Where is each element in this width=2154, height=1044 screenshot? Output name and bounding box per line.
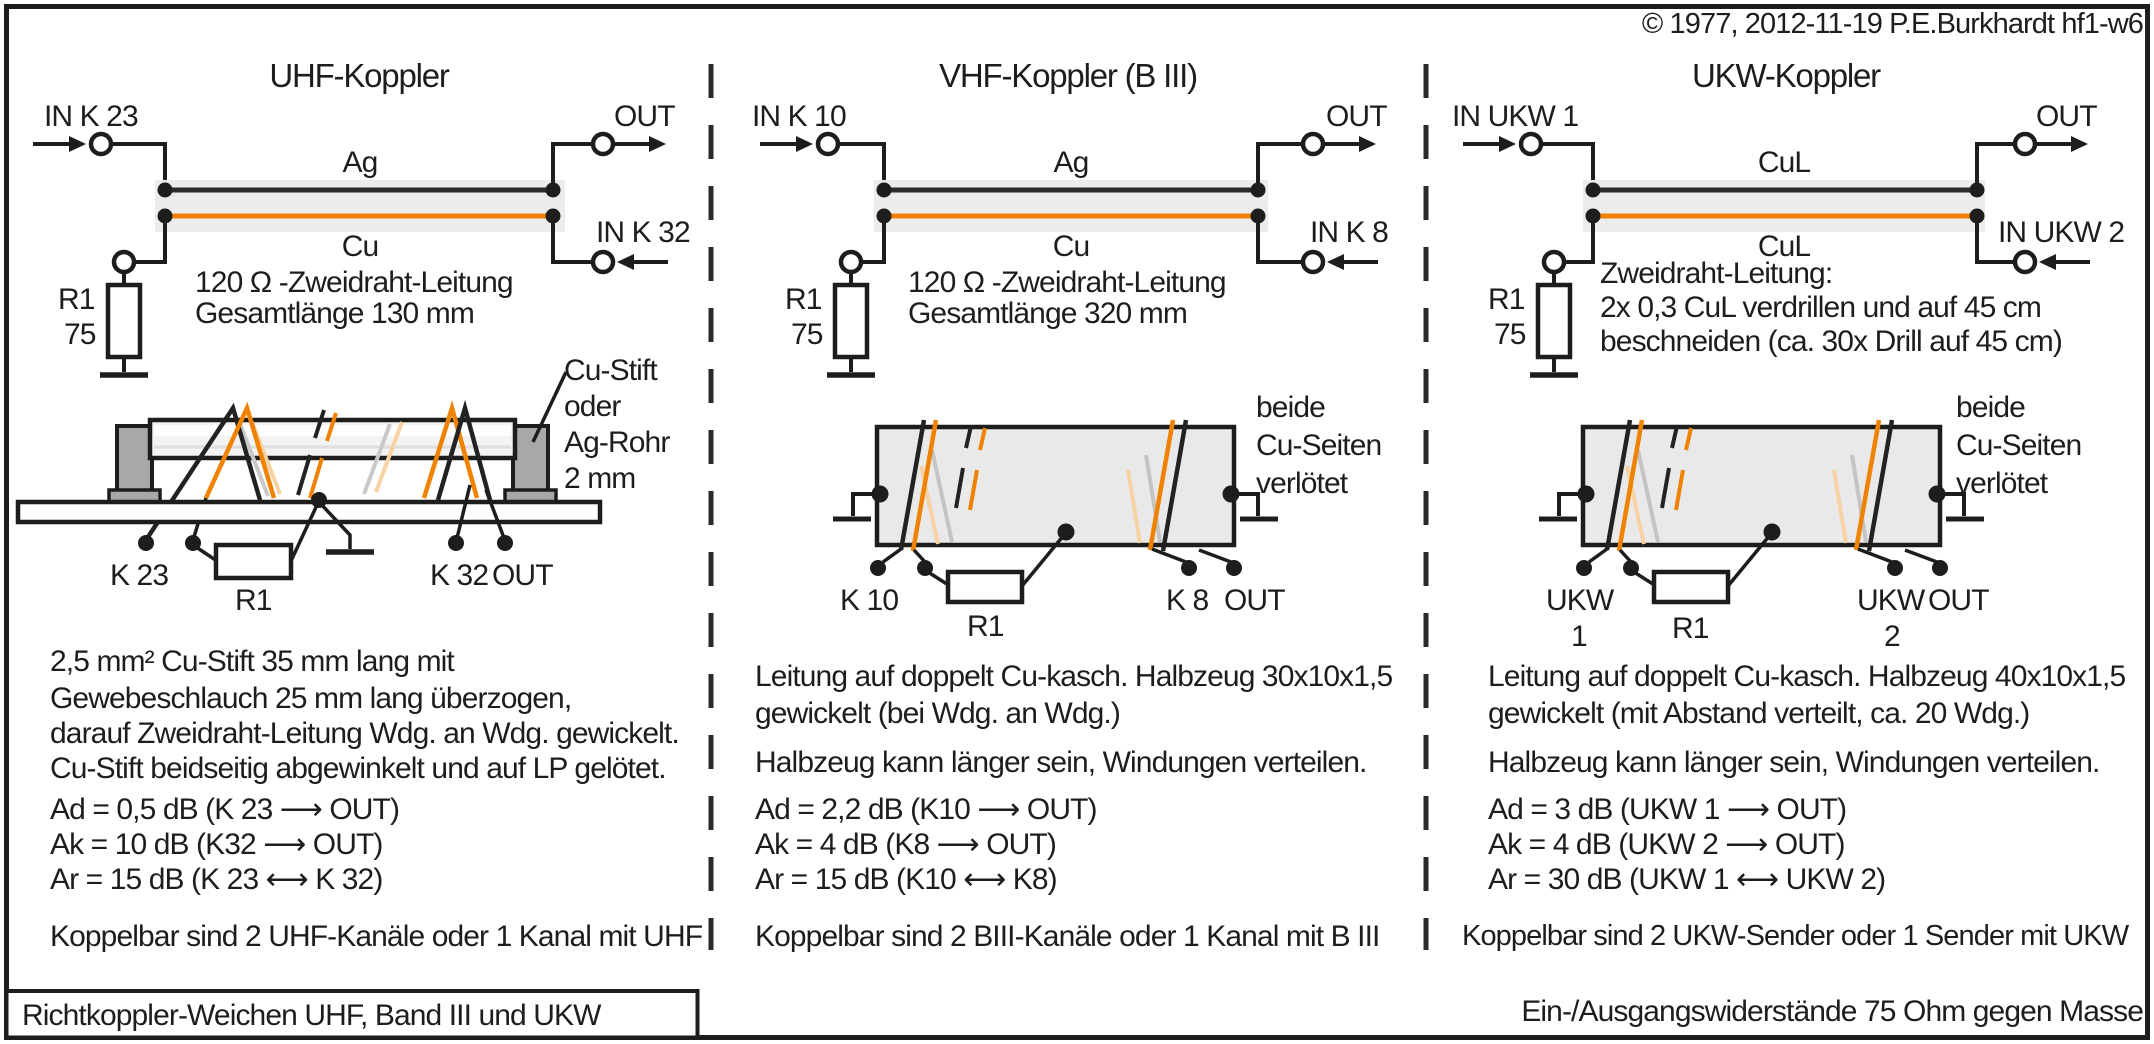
ukw-bottom-conductor-label: CuL [1757, 230, 1811, 263]
in2-arrow-head [617, 254, 634, 270]
terminal-in-top [91, 134, 111, 154]
vhf-in-top-label: IN K 10 [752, 100, 846, 133]
terminal-out [593, 134, 613, 154]
uhf-koppelbar-note: Koppelbar sind 2 UHF-Kanäle oder 1 Kanal mit UHF [50, 920, 703, 953]
ukw-description-line: Leitung auf doppelt Cu-kasch. Halbzeug 40x10x1,5 [1488, 660, 2126, 693]
vhf-attenuation-ad: Ad = 2,2 dB (K10 ⟶ OUT) [755, 793, 1097, 826]
uhf-r1-value: 75 [64, 318, 96, 351]
resistor-r1 [216, 545, 291, 578]
wire [883, 549, 901, 562]
wire [1589, 549, 1607, 562]
resistor-r1 [108, 285, 140, 357]
ukw-terminal-right-number: 2 [1884, 620, 1900, 653]
terminal-r1 [1544, 252, 1564, 272]
uhf-callout-line-2: oder [564, 390, 621, 423]
out-arrow-head [2071, 136, 2088, 152]
footer-right-note: Ein-/Ausgangswiderstände 75 Ohm gegen Masse [1521, 995, 2143, 1028]
in-arrow-head [796, 136, 813, 152]
ukw-title: UKW-Koppler [1692, 57, 1880, 94]
vhf-callout-line-2: Cu-Seiten [1256, 429, 1382, 462]
ukw-attenuation-ad: Ad = 3 dB (UKW 1 ⟶ OUT) [1488, 793, 1847, 826]
out-arrow-head [649, 136, 666, 152]
uhf-description-line: Cu-Stift beidseitig abgewinkelt und auf LP gelötet. [50, 752, 666, 785]
terminal-out [2015, 134, 2035, 154]
uhf-top-conductor-label: Ag [342, 146, 378, 179]
uhf-callout-line-1: Cu-Stift [564, 354, 657, 387]
resistor-r1 [1654, 572, 1728, 602]
uhf-description-line: Gewebeschlauch 25 mm lang überzogen, [50, 682, 572, 715]
ukw-callout-line-3: verlötet [1956, 467, 2048, 500]
ukw-description-line: gewickelt (mit Abstand verteilt, ca. 20 Wdg.) [1488, 697, 2030, 730]
uhf-construction-drawing [18, 372, 600, 578]
terminal-dot [1181, 560, 1197, 576]
vhf-callout-line-1: beide [1256, 391, 1325, 424]
uhf-bottom-conductor-label: Cu [341, 230, 379, 263]
terminal-in-bottom [2015, 252, 2035, 272]
vhf-r1-value: 75 [791, 318, 823, 351]
uhf-out-label: OUT [614, 100, 675, 133]
uhf-attenuation-ak: Ak = 10 dB (K32 ⟶ OUT) [50, 828, 383, 861]
junction-dot [1586, 183, 1601, 198]
in-arrow-head [1499, 136, 1516, 152]
vhf-attenuation-ak: Ak = 4 dB (K8 ⟶ OUT) [755, 828, 1056, 861]
terminal-in-top [818, 134, 838, 154]
terminal-dot [138, 535, 154, 551]
vhf-line-note-2: Gesamtlänge 320 mm [908, 297, 1187, 330]
terminal-dot [1887, 560, 1903, 576]
wire [1905, 550, 1937, 562]
vhf-callout-line-3: verlötet [1256, 467, 1348, 500]
uhf-attenuation-ad: Ad = 0,5 dB (K 23 ⟶ OUT) [50, 793, 400, 826]
vhf-construction-drawing [833, 420, 1278, 602]
ukw-in-bottom-label: IN UKW 2 [1998, 216, 2125, 249]
uhf-line-note-2: Gesamtlänge 130 mm [195, 297, 474, 330]
vhf-terminal-left-label: K 10 [840, 584, 899, 617]
ukw-koppelbar-note: Koppelbar sind 2 UKW-Sender oder 1 Sender mit UKW [1462, 920, 2129, 952]
resistor-r1 [1538, 285, 1570, 357]
ukw-out-label: OUT [2036, 100, 2097, 133]
ukw-r1-label: R1 [1488, 283, 1525, 316]
uhf-terminal-r1-label: R1 [235, 584, 272, 617]
vhf-koppelbar-note: Koppelbar sind 2 BIII-Kanäle oder 1 Kanal mit B III [755, 920, 1380, 953]
out-arrow-head [1359, 136, 1376, 152]
ukw-attenuation-ak: Ak = 4 dB (UKW 2 ⟶ OUT) [1488, 828, 1845, 861]
wire [1199, 550, 1231, 562]
ukw-line-note-2: 2x 0,3 CuL verdrillen und auf 45 cm [1600, 291, 2041, 324]
copyright: © 1977, 2012-11-19 P.E.Burkhardt hf1-w6 [1641, 8, 2143, 40]
uhf-description-line: 2,5 mm² Cu-Stift 35 mm lang mit [50, 645, 454, 678]
vhf-description-line: Leitung auf doppelt Cu-kasch. Halbzeug 30x10x1,5 [755, 660, 1393, 693]
vhf-terminal-right-label: K 8 [1166, 584, 1209, 617]
uhf-callout-line-3: Ag-Rohr [564, 426, 670, 459]
junction-dot [158, 183, 173, 198]
terminal-in-top [1521, 134, 1541, 154]
ukw-callout-line-1: beide [1956, 391, 2025, 424]
uhf-terminal-out-label: OUT [492, 559, 553, 592]
uhf-line-note-1: 120 Ω -Zweidraht-Leitung [195, 266, 513, 299]
vhf-halbzeug-note: Halbzeug kann länger sein, Windungen verteilen. [755, 746, 1367, 779]
uhf-in-top-label: IN K 23 [44, 100, 138, 133]
wire [1152, 549, 1186, 562]
footer-box-label: Richtkoppler-Weichen UHF, Band III und UKW [22, 999, 601, 1032]
terminal-dot [497, 535, 513, 551]
resistor-r1 [948, 572, 1022, 602]
vhf-r1-label: R1 [785, 283, 822, 316]
ukw-terminal-left-label: UKW [1546, 584, 1614, 617]
ukw-terminal-r1-label: R1 [1672, 612, 1709, 645]
in2-arrow-head [1327, 254, 1344, 270]
in-arrow-head [69, 136, 86, 152]
uhf-title: UHF-Koppler [269, 57, 449, 94]
terminal-dot [1932, 560, 1948, 576]
vhf-terminal-out-label: OUT [1224, 584, 1285, 617]
terminal-dot [448, 535, 464, 551]
uhf-attenuation-ar: Ar = 15 dB (K 23 ⟷ K 32) [50, 863, 383, 896]
uhf-callout-line-4: 2 mm [564, 462, 636, 495]
ukw-in-top-label: IN UKW 1 [1452, 100, 1579, 133]
terminal-in-bottom [1303, 252, 1323, 272]
uhf-terminal-right-label: K 32 [430, 559, 489, 592]
in2-arrow-head [2039, 254, 2056, 270]
resistor-r1 [835, 285, 867, 357]
ukw-halbzeug-note: Halbzeug kann länger sein, Windungen verteilen. [1488, 746, 2100, 779]
vhf-terminal-r1-label: R1 [967, 610, 1004, 643]
vhf-description-line: gewickelt (bei Wdg. an Wdg.) [755, 697, 1120, 730]
terminal-out [1303, 134, 1323, 154]
ukw-r1-value: 75 [1494, 318, 1526, 351]
junction-dot [877, 183, 892, 198]
uhf-terminal-left-label: K 23 [110, 559, 169, 592]
terminal-in-bottom [593, 252, 613, 272]
uhf-description-line: darauf Zweidraht-Leitung Wdg. an Wdg. gewickelt. [50, 717, 679, 750]
terminal-dot [1226, 560, 1242, 576]
ukw-terminal-left-number: 1 [1571, 620, 1587, 653]
vhf-attenuation-ar: Ar = 15 dB (K10 ⟷ K8) [755, 863, 1057, 896]
vhf-out-label: OUT [1326, 100, 1387, 133]
vhf-top-conductor-label: Ag [1053, 146, 1089, 179]
ukw-terminal-out-label: OUT [1928, 584, 1989, 617]
ukw-line-note-1: Zweidraht-Leitung: [1600, 257, 1833, 290]
wire [1858, 549, 1892, 562]
vhf-line-note-1: 120 Ω -Zweidraht-Leitung [908, 266, 1226, 299]
terminal-dot [1576, 560, 1592, 576]
uhf-in-bottom-label: IN K 32 [596, 216, 690, 249]
terminal-dot [870, 560, 886, 576]
uhf-r1-label: R1 [58, 283, 95, 316]
ukw-line-note-3: beschneiden (ca. 30x Drill auf 45 cm) [1600, 325, 2062, 358]
ukw-terminal-right-label: UKW [1857, 584, 1925, 617]
ukw-attenuation-ar: Ar = 30 dB (UKW 1 ⟷ UKW 2) [1488, 863, 1886, 896]
ukw-top-conductor-label: CuL [1757, 146, 1811, 179]
vhf-bottom-conductor-label: Cu [1052, 230, 1090, 263]
vhf-title: VHF-Koppler (B III) [939, 57, 1197, 94]
vhf-in-bottom-label: IN K 8 [1310, 216, 1388, 249]
ukw-construction-drawing [1539, 420, 1984, 602]
ukw-callout-line-2: Cu-Seiten [1956, 429, 2082, 462]
terminal-r1 [841, 252, 861, 272]
terminal-r1 [114, 252, 134, 272]
